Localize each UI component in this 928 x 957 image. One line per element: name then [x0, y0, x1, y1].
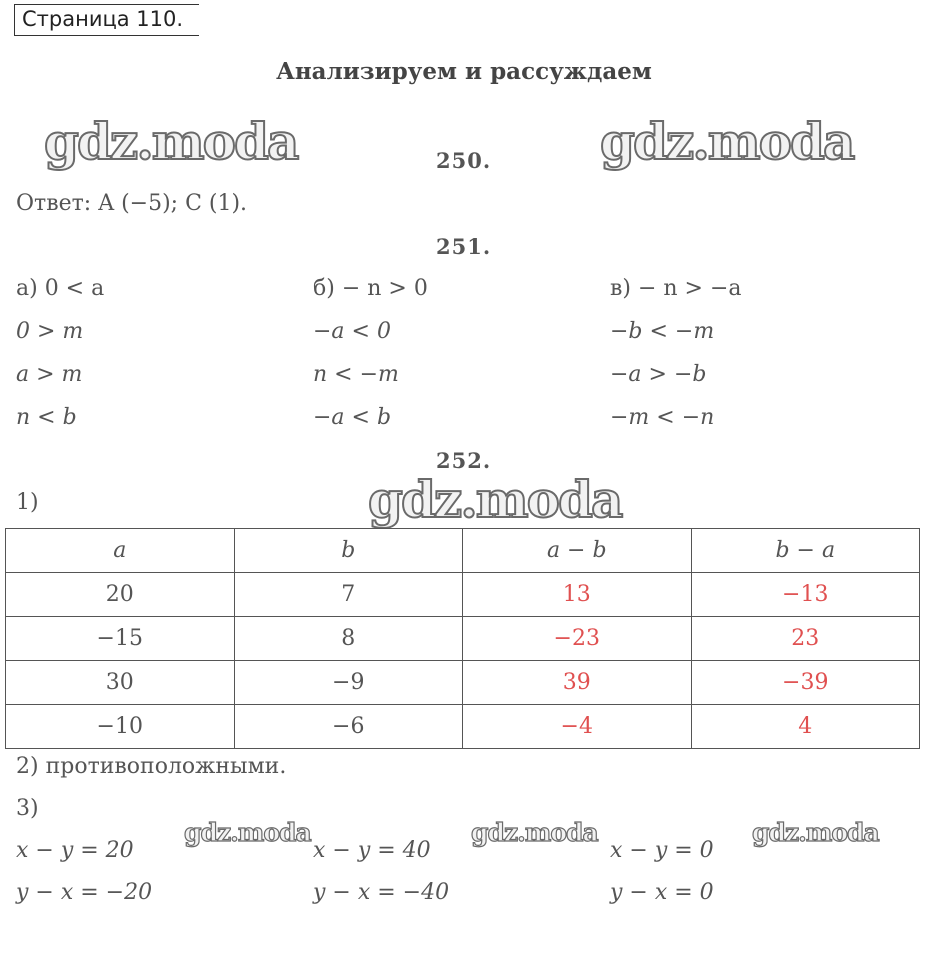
watermark-logo: gdz.moda [471, 818, 598, 847]
equation: y − x = 0 [610, 880, 714, 905]
inequality: −a < b [313, 405, 392, 430]
equation: x − y = 20 [16, 838, 134, 863]
watermark-logo: gdz.moda [184, 818, 311, 847]
inequality: −b < −m [610, 319, 715, 344]
watermark-logo: gdz.moda [600, 112, 854, 171]
page-label: Страница 110. [14, 4, 199, 36]
answer-250: Ответ: A (−5); C (1). [16, 191, 248, 216]
inequality: −a < 0 [313, 319, 391, 344]
part-label-3: 3) [16, 796, 39, 821]
part-label-1: 1) [16, 490, 39, 515]
table-header-row [6, 529, 920, 573]
exercise-number-252: 252. [436, 448, 492, 473]
answer-cell: 23 [691, 617, 920, 661]
answer-cell: −4 [463, 705, 692, 749]
exercise-number-251: 251. [436, 234, 492, 259]
inequality: n < −m [313, 362, 399, 387]
answer-cell: −23 [463, 617, 692, 661]
exercise-number-250: 250. [436, 148, 492, 173]
answer-cell: 4 [691, 705, 920, 749]
table-cell: 7 [234, 573, 463, 617]
equation: y − x = −40 [313, 880, 450, 905]
column-header: b − a [691, 529, 920, 573]
column-header: b [234, 529, 463, 573]
section-heading: Анализируем и рассуждаем [276, 58, 652, 85]
difference-table [5, 528, 920, 749]
answer-cell: 13 [463, 573, 692, 617]
inequality: n < b [16, 405, 77, 430]
table-row [6, 573, 920, 617]
equation: x − y = 40 [313, 838, 431, 863]
table-cell: 8 [234, 617, 463, 661]
table-cell: 20 [6, 573, 235, 617]
equation: y − x = −20 [16, 880, 153, 905]
watermark-logo: gdz.moda [44, 112, 298, 171]
inequality: −a > −b [610, 362, 707, 387]
table-cell: 30 [6, 661, 235, 705]
table-row [6, 705, 920, 749]
watermark-logo: gdz.moda [752, 818, 879, 847]
answer-cell: 39 [463, 661, 692, 705]
column-header: a − b [463, 529, 692, 573]
table-cell: −10 [6, 705, 235, 749]
watermark-logo: gdz.moda [368, 470, 622, 529]
inequality: а) 0 < a [16, 276, 105, 301]
table-cell: −6 [234, 705, 463, 749]
table-cell: −9 [234, 661, 463, 705]
table-row [6, 617, 920, 661]
inequality: −m < −n [610, 405, 715, 430]
inequality: a > m [16, 362, 83, 387]
equation: x − y = 0 [610, 838, 714, 863]
table-cell: −15 [6, 617, 235, 661]
answer-cell: −39 [691, 661, 920, 705]
inequality: в) − n > −a [610, 276, 742, 301]
table-row [6, 661, 920, 705]
inequality: б) − n > 0 [313, 276, 428, 301]
column-header: a [6, 529, 235, 573]
inequality: 0 > m [16, 319, 84, 344]
part-2-answer: 2) противоположными. [16, 754, 287, 779]
answer-cell: −13 [691, 573, 920, 617]
